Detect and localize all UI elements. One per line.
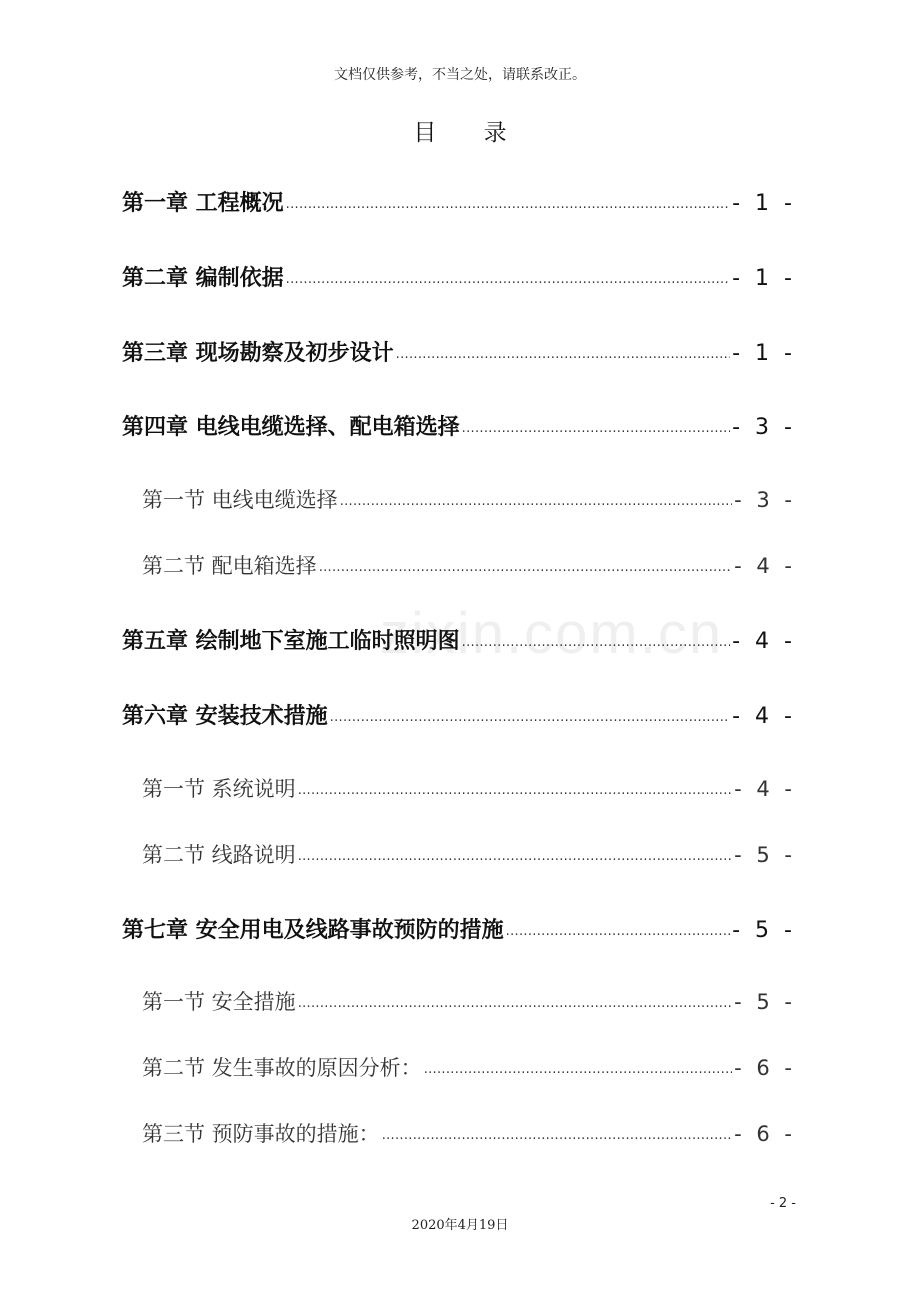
toc-entry-chapter-4[interactable]	[122, 410, 796, 446]
dot-leader	[396, 338, 730, 360]
toc-entry-page: - 4 -	[732, 629, 796, 654]
toc-entry-chapter-5[interactable]	[122, 624, 796, 660]
dot-leader	[462, 412, 730, 434]
dot-leader	[462, 626, 730, 648]
toc-entry-page: - 1 -	[732, 191, 796, 216]
toc-entry-page: - 5 -	[732, 918, 796, 943]
footer-date: 2020年4月19日	[411, 1218, 509, 1233]
toc-entry-text: 第一节 系统说明	[142, 777, 296, 801]
toc-entry-page: - 4 -	[734, 777, 796, 801]
toc-entry-section-7-2[interactable]	[142, 1052, 796, 1088]
toc-entry-page: - 4 -	[734, 554, 796, 578]
dot-leader	[506, 915, 730, 937]
toc-title: 目 录	[413, 120, 527, 146]
watermark: zixin.com.cn	[380, 601, 724, 666]
toc-entry-page: - 6 -	[734, 1056, 796, 1080]
toc-entry-page: - 6 -	[734, 1122, 796, 1146]
toc-entry-section-6-2[interactable]	[142, 839, 796, 875]
toc-entry-text: 第五章 绘制地下室施工临时照明图	[122, 629, 460, 654]
page-number: - 2 -	[770, 1196, 796, 1211]
toc-entry-chapter-1[interactable]	[122, 186, 796, 222]
toc-entry-text: 第二节 发生事故的原因分析：	[142, 1056, 422, 1080]
dot-leader	[424, 1054, 732, 1075]
dot-leader	[330, 701, 730, 723]
toc-entry-text: 第三节 预防事故的措施：	[142, 1122, 380, 1146]
toc-entry-page: - 5 -	[734, 990, 796, 1014]
dot-leader	[319, 552, 732, 573]
toc-entry-text: 第四章 电线电缆选择、配电箱选择	[122, 415, 460, 440]
dot-leader	[298, 841, 732, 862]
toc-entry-text: 第三章 现场勘察及初步设计	[122, 341, 394, 366]
toc-entry-chapter-3[interactable]	[122, 336, 796, 372]
toc-entry-text: 第七章 安全用电及线路事故预防的措施	[122, 918, 504, 943]
toc-entry-text: 第一节 电线电缆选择	[142, 488, 338, 512]
toc-entry-section-7-1[interactable]	[142, 986, 796, 1022]
dot-leader	[286, 263, 730, 285]
toc-entry-chapter-7[interactable]	[122, 913, 796, 949]
toc-entry-section-4-1[interactable]	[142, 484, 796, 520]
dot-leader	[298, 988, 732, 1009]
toc-entry-text: 第二节 配电箱选择	[142, 554, 317, 578]
toc-entry-text: 第六章 安装技术措施	[122, 704, 328, 729]
dot-leader	[286, 188, 730, 210]
toc-entry-page: - 3 -	[732, 415, 796, 440]
toc-entry-chapter-6[interactable]	[122, 699, 796, 735]
toc-entry-page: - 1 -	[732, 341, 796, 366]
toc-entry-text: 第一节 安全措施	[142, 990, 296, 1014]
dot-leader	[382, 1120, 732, 1141]
toc-entry-section-4-2[interactable]	[142, 550, 796, 586]
toc-entry-text: 第一章 工程概况	[122, 191, 284, 216]
toc-entry-text: 第二节 线路说明	[142, 843, 296, 867]
toc-entry-page: - 1 -	[732, 266, 796, 291]
toc-entry-section-7-3[interactable]	[142, 1118, 796, 1154]
toc-entry-page: - 5 -	[734, 843, 796, 867]
toc-entry-chapter-2[interactable]	[122, 261, 796, 297]
dot-leader	[298, 775, 732, 796]
header-note: 文档仅供参考，不当之处，请联系改正。	[334, 67, 586, 83]
toc-entry-text: 第二章 编制依据	[122, 266, 284, 291]
toc-entry-section-6-1[interactable]	[142, 773, 796, 809]
toc-entry-page: - 4 -	[732, 704, 796, 729]
dot-leader	[340, 486, 732, 507]
toc-entry-page: - 3 -	[734, 488, 796, 512]
